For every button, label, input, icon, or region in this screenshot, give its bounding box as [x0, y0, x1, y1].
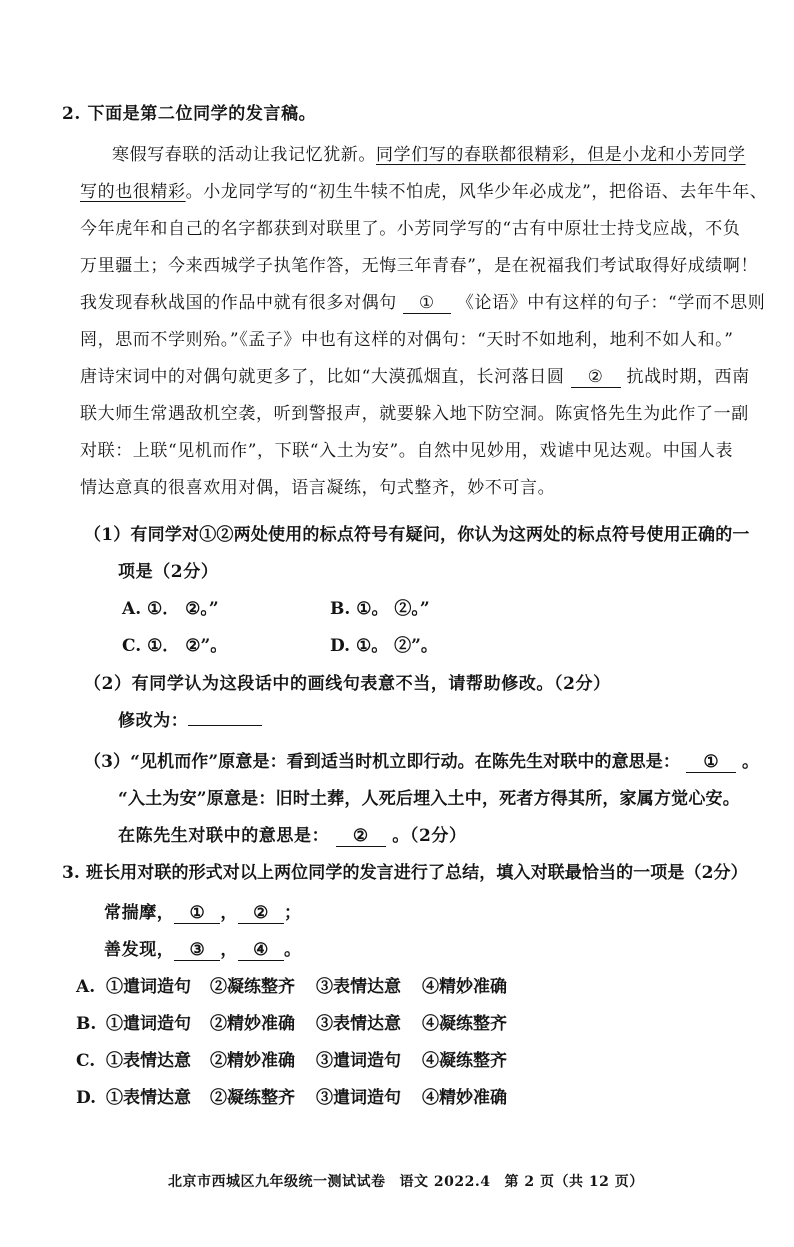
q3-option-c[interactable]: C. ①表情达意 ②精妙准确 ③遣词造句 ④凝练整齐 [76, 1051, 507, 1071]
sub-question-1: （1）有同学对①②两处使用的标点符号有疑问，你认为这两处的标点符号使用正确的一 [84, 525, 750, 545]
sub-question-3-line-3: 在陈先生对联中的意思是： ② 。（2分） [118, 826, 467, 846]
question-3-title: 3. 班长用对联的形式对以上两位同学的发言进行了总结，填入对联最恰当的一项是（2分） [62, 863, 748, 883]
couplet-line-1: 常揣摩， ① ， ② ； [104, 903, 302, 923]
option-b[interactable]: B. ①。 ②。” [330, 599, 430, 619]
blank-1[interactable]: ① [403, 293, 451, 314]
para-line-3: 今年虎年和自己的名字都获到对联里了。小芳同学写的“古有中原壮士持戈应战，不负 [80, 219, 741, 239]
question-2-title: 2. 下面是第二位同学的发言稿。 [62, 104, 317, 124]
couplet-blank-1[interactable]: ① [174, 903, 220, 924]
para-line-5: 我发现春秋战国的作品中就有很多对偶句 ① 《论语》中有这样的句子：“学而不思则 [80, 293, 766, 313]
para-line-2: 写的也很精彩。小龙同学写的“初生牛犊不怕虎，风华少年必成龙”，把俗语、去年牛年、 [80, 182, 768, 202]
blank-2[interactable]: ② [571, 367, 621, 388]
footer-exam-title: 北京市西城区九年级统一测试试卷 [168, 1174, 386, 1190]
para-line-9: 对联：上联“见机而作”，下联“入土为安”。自然中见妙用，戏谑中见达观。中国人表 [80, 441, 734, 461]
couplet-blank-3[interactable]: ③ [174, 940, 220, 961]
underlined-sentence-part-1: 同学们写的春联都很精彩，但是小龙和小芳同学 [376, 145, 746, 165]
option-c[interactable]: C. ①． ②”。 [122, 636, 228, 656]
para-line-1: 寒假写春联的活动让我记忆犹新。同学们写的春联都很精彩，但是小龙和小芳同学 [112, 145, 746, 165]
couplet-blank-2[interactable]: ② [238, 903, 284, 924]
underlined-sentence-part-2: 写的也很精彩 [80, 182, 186, 202]
sub3-blank-1[interactable]: ① [686, 752, 736, 773]
q3-option-d[interactable]: D. ①表情达意 ②凝练整齐 ③遣词造句 ④精妙准确 [76, 1088, 507, 1108]
para-line-10: 情达意真的很喜欢用对偶，语言凝练，句式整齐，妙不可言。 [80, 478, 556, 498]
q3-option-b[interactable]: B. ①遣词造句 ②精妙准确 ③表情达意 ④凝练整齐 [76, 1014, 507, 1034]
couplet-blank-4[interactable]: ④ [238, 940, 284, 961]
sub-question-3-line-1: （3）“见机而作”原意是：看到适当时机立即行动。在陈先生对联中的意思是： ① 。 [84, 752, 760, 772]
option-d[interactable]: D. ①。 ②”。 [330, 636, 438, 656]
para-line-8: 联大师生常遇敌机空袭，听到警报声，就要躲入地下防空洞。陈寅恪先生为此作了一副 [80, 404, 749, 424]
q3-option-a[interactable]: A. ①遣词造句 ②凝练整齐 ③表情达意 ④精妙准确 [76, 977, 507, 997]
page-footer [168, 1171, 658, 1191]
para-line-4: 万里疆土；今来西城学子执笔作答，无悔三年青春”，是在祝福我们考试取得好成绩啊！ [80, 256, 759, 276]
sub-question-2: （2）有同学认为这段话中的画线句表意不当，请帮助修改。（2分） [84, 674, 611, 694]
revision-blank[interactable] [188, 725, 262, 726]
sub-question-1-score: 项是（2分） [118, 562, 219, 582]
footer-page-number: 第 2 页（共 12 页） [504, 1174, 644, 1190]
revision-line: 修改为： [118, 710, 262, 732]
sub-question-3-line-2: “入土为安”原意是：旧时土葬，人死后埋入土中，死者方得其所，家属方觉心安。 [118, 789, 740, 809]
footer-subject: 语文 2022.4 [399, 1174, 491, 1190]
para-line-7: 唐诗宋词中的对偶句就更多了，比如“大漠孤烟直，长河落日圆 ② 抗战时期，西南 [80, 367, 750, 387]
couplet-line-2: 善发现， ③ ， ④ 。 [104, 940, 302, 960]
para-line-6: 罔，思而不学则殆。”《孟子》中也有这样的对偶句：“天时不如地利，地利不如人和。” [80, 330, 734, 350]
sub3-blank-2[interactable]: ② [336, 826, 386, 847]
option-a[interactable]: A. ①． ②。” [122, 599, 219, 619]
